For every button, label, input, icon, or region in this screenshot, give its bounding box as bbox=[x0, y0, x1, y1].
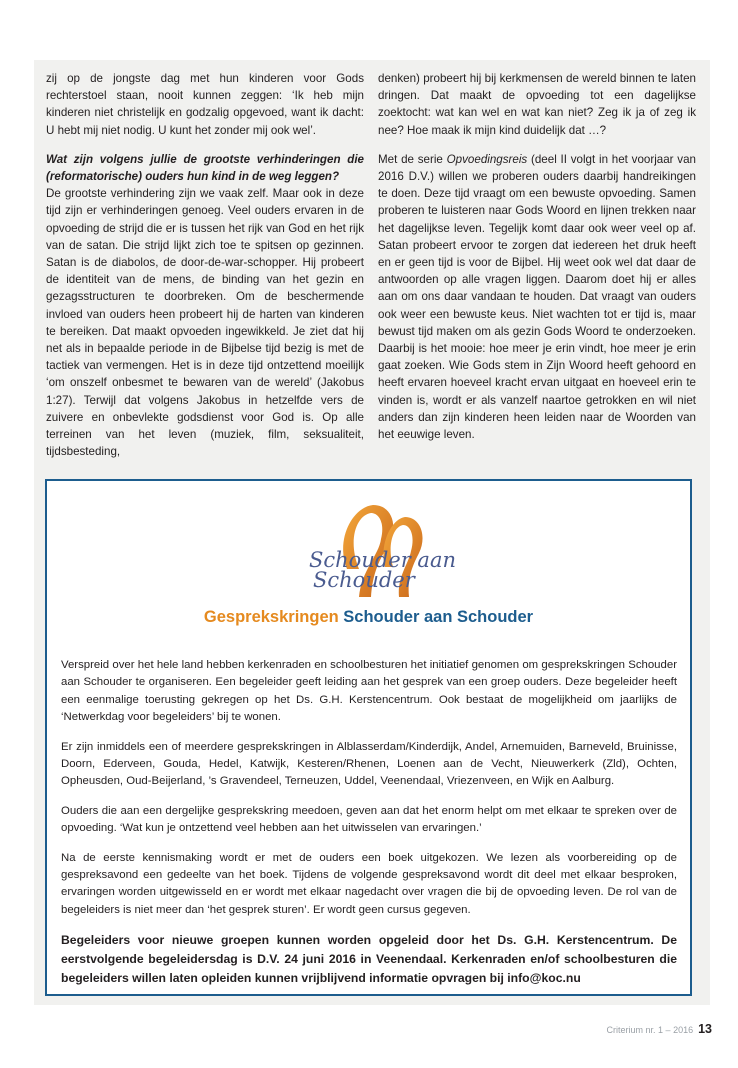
box-title-orange: Gesprekskringen bbox=[203, 608, 344, 626]
interview-answer: De grootste verhindering zijn we vaak zelf. Maar ook in deze tijd zijn er verhinderingen genoeg. Veel ouders ervaren in de opvoeding de strijd die er is tussen het rijk van God en het rijk van de satan. Die strijd lijkt zich toe te spitsen op gezinnen. Satan is de diabolos, de door-de-war-schopper. Hij probeert de identiteit van de mens, de binding van het gezin en gezagsstructuren te doorbreken. Om de beschermende invloed van ouders heen probeert hij de harten van kinderen te bereiken. Dat maakt opvoeden ingewikkeld. Je ziet dat hij net als in bepaalde periode in de Bijbelse tijd bezig is met de tactiek van vermengen. Het is in deze tijd ontzettend moeilijk ‘om onszelf onbesmet te bewaren van de wereld’ (Jakobus 1:27). Terwijl dat volgens Jakobus in hetzelfde vers de zuivere en onbevlekte godsdienst voor God is. Op alle terreinen van het leven (muziek, film, seksualiteit, tijdsbesteding, bbox=[46, 187, 364, 459]
info-box-gesprekskringen bbox=[45, 479, 692, 996]
page-number: 13 bbox=[698, 1022, 712, 1036]
box-paragraph: Ouders die aan een dergelijke gesprekskring meedoen, geven aan dat het enorm helpt om met elkaar te spreken over de opvoeding. ‘Wat kun je ontzettend veel hebben aan het uitwisselen van ervaringen.’ bbox=[61, 804, 677, 835]
article-paragraph-series bbox=[378, 151, 696, 443]
box-title-blue: Schouder aan Schouder bbox=[343, 608, 534, 626]
series-text: (deel II volgt in het voorjaar van 2016 D.V.) willen we proberen ouders daarbij handreikingen te doen. Deze tijd vraagt om een bewuste opvoeding. Samen proberen te luisteren naar Gods Woord en lijnen trekken naar het dagelijkse leven. Tegelijk komt daar ook weer veel op af. Satan probeert ervoor te zorgen dat iedereen het druk heeft en er geen tijd is voor de Bijbel. Hij weet ook wel dat daar de antwoorden op alle vragen liggen. Daarom doet hij er alles aan om ons daar vandaan te houden. Dat vraagt van ouders ook weer een bewuste keus. Niet wachten tot er tijd is, maar bewust tijd maken om als gezin Gods Woord te onderzoeken. Daarbij is het mooie: hoe meer je erin vindt, hoe meer je erin gaat zoeken. Wie Gods stem in Zijn Woord heeft gehoord en heeft ervaren hoeveel kracht ervan uitgaat en hoeveel erin te vinden is, wordt er als vanzelf naartoe getrokken en wil niet anders dan zijn kinderen heen leiden naar de Woorden van het eeuwige leven. bbox=[378, 152, 697, 442]
box-call-to-action: Begeleiders voor nieuwe groepen kunnen worden opgeleid door het Ds. G.H. Kerstencentrum. De eerstvolgende begeleidersdag is D.V. 24 juni 2016 in Veenendaal. Kerkenraden en/of schoolbesturen die begeleiders willen laten opleiden kunnen vrijblijvend informatie opvragen bij info@koc.nu bbox=[61, 933, 677, 986]
box-title bbox=[47, 608, 690, 627]
article-column-left bbox=[46, 70, 364, 472]
article-paragraph: zij op de jongste dag met hun kinderen voor Gods rechterstoel staan, nooit kunnen zeggen: ‘Ik heb mijn kinderen niet christelijk en godzalig opgevoed, want ik dacht: U hebt mij niet nodig. U kunt het zonder mij ook wel’. bbox=[46, 72, 364, 137]
series-intro: Met de serie bbox=[378, 152, 447, 166]
article-column-right bbox=[378, 70, 696, 455]
schouder-aan-schouder-logo bbox=[299, 493, 459, 601]
box-paragraph: Verspreid over het hele land hebben kerkenraden en schoolbesturen het initiatief genomen om gesprekskringen Schouder aan Schouder te organiseren. Een begeleider geeft leiding aan het gesprek van een groep ouders. Deze begeleider heeft een eenmalige toerusting gekregen op het Ds. G.H. Kerstencentrum. Ook bestaat de mogelijkheid om jaarlijks de ‘Netwerkdag voor begeleiders’ bij te wonen. bbox=[61, 659, 677, 724]
article-paragraph: denken) probeert hij bij kerkmensen de wereld binnen te laten dringen. Dat maakt de opvoeding tot een dagelijkse zoektocht: wat kan wel en wat kan niet? Zeg ik ja of zeg ik nee? Hoe maak ik mijn kind duidelijk dat …? bbox=[378, 72, 696, 137]
series-title: Opvoedingsreis bbox=[446, 152, 528, 166]
box-paragraph: Na de eerste kennismaking wordt er met de ouders een boek uitgekozen. We lezen als voorbereiding op de gespreksavond een gedeelte van het boek. Tijdens de volgende gespreksavond wordt dit deel met elkaar besproken, ervaringen worden uitgewisseld en er wordt met elkaar nagedacht over vragen die bij de opvoeding leven. De rol van de begeleiders is niet meer dan ‘het gesprek sturen’. Er wordt geen cursus gegeven. bbox=[61, 851, 677, 916]
logo-text-line1: Schouder aan bbox=[309, 548, 456, 572]
box-body bbox=[61, 657, 677, 1000]
box-paragraph-locations: Er zijn inmiddels een of meerdere gesprekskringen in Alblasserdam/Kinderdijk, Andel, Arnemuiden, Barneveld, Bruinisse, Doorn, Ederveen, Gouda, Hedel, Katwijk, Kesteren/Rhenen, Loenen aan de Vecht, Nieuwerkerk (Zld), Ochten, Opheusden, Oud-Beijerland, ’s Gravendeel, Terneuzen, Uddel, Veenendaal, Vriezenveen, en Wijk en Aalburg. bbox=[61, 740, 677, 788]
logo-text-line2: Schouder bbox=[313, 568, 415, 592]
interview-question: Wat zijn volgens jullie de grootste verhinderingen die (reformatorische) ouders hun kind in de weg leggen? bbox=[46, 152, 364, 184]
interview-question-paragraph bbox=[46, 151, 364, 461]
page-footer bbox=[607, 1022, 712, 1036]
magazine-issue: Criterium nr. 1 – 2016 bbox=[606, 1025, 694, 1035]
